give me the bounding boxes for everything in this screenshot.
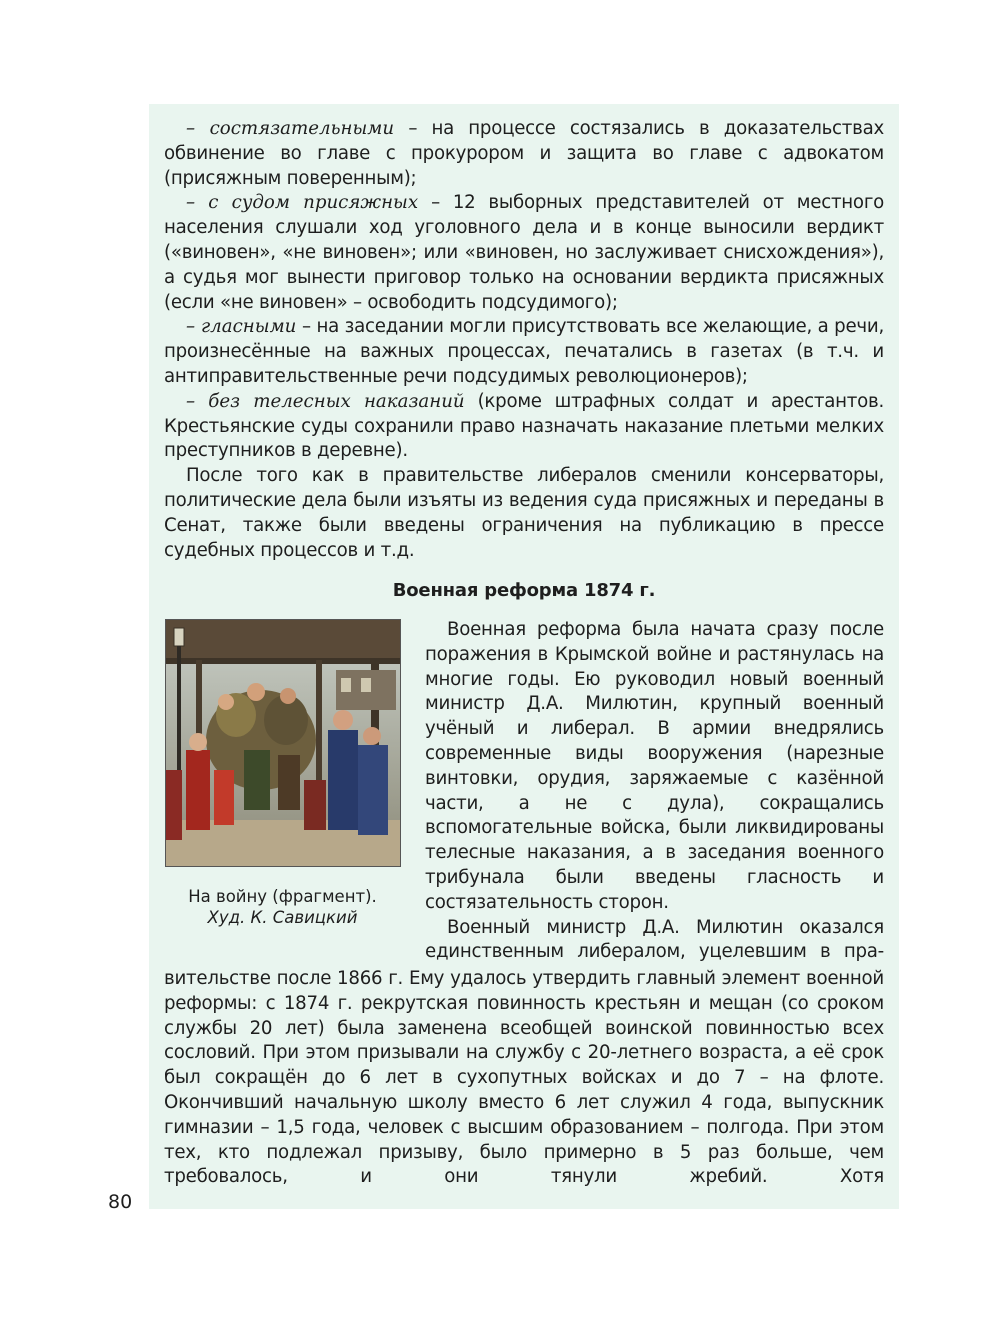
painting-image (166, 620, 400, 866)
caption-artist: Худ. К. Савицкий (207, 908, 358, 927)
section-heading: Военная реформа 1874 г. (392, 580, 656, 601)
military-reform-bottom-text (164, 967, 884, 1190)
paragraph-adversarial: – состязательными – на процессе состязались в доказательствах обвинение во главе с прокурором и защита во главе с адвокатом (присяжным поверенным); (164, 118, 885, 189)
term-public: – гласными (186, 316, 297, 338)
term-jury: – с судом присяжных (186, 192, 419, 214)
painting-illustration (165, 619, 401, 867)
painting-caption (160, 886, 405, 928)
caption-title: На войну (фрагмент). (188, 887, 377, 906)
paragraph-military-reform: Военная реформа была начата сразу после поражения в Крымской войне и растянулась на многие годы. Ею руководил новый военный министр Д.А. Милютин, крупный военный учёный и либерал. В армии внедрялись современные виды вооружения (нарезные винтовки, орудия, заряжаемые с казённой части, а не с дула), сокращались вспомогательные войска, были ликвидированы телесные наказания, а в заседания военного трибунала были введены гласность и состязательность сторон. (425, 619, 884, 913)
page-number: 80 (108, 1191, 133, 1213)
term-adversarial: – состязательными (186, 118, 395, 139)
paragraph-jury: – с судом присяжных – 12 выборных представителей от местного населения слушали ход уголовного дела и в конце выносили вердикт («виновен», «не виновен»; или «виновен, но заслуживает снисхождения»), а судья мог вынести приговор только на основании вердикта присяжных (если «не виновен» – освободить подсудимого); (164, 192, 884, 313)
paragraph-public: – гласными – на заседании могли присутствовать все желающие, а речи, произнесённые на важных процессах, печатались в газетах (в т.ч. и антиправительственные речи подсудимых революционеров); (164, 316, 884, 387)
court-reform-text (164, 117, 884, 563)
paragraph-conservatives: После того как в правительстве либералов сменили консерваторы, политические дела были изъяты из ведения суда присяжных и переданы в Сенат, также были введены ограничения на публикацию в прессе судебных процессов и т.д. (164, 465, 884, 561)
paragraph-no-corporal: – без телесных наказаний (кроме штрафных солдат и арестантов. Крестьянские суды сохранили право назначать наказание плетьми мелких преступников в деревне). (164, 390, 884, 462)
term-no-corporal: – без телесных наказаний (186, 390, 465, 412)
military-reform-side-text (425, 618, 884, 965)
paragraph-milyutin-start: Военный министр Д.А. Милютин оказался единственным либералом, уцелевшим в пра- (425, 916, 884, 963)
paragraph-milyutin-continued: вительстве после 1866 г. Ему удалось утвердить главный элемент военной реформы: с 1874 г. рекрутская повинность крестьян и мещан (со сроком службы 20 лет) была заменена всеобщей воинской повинностью всех сословий. При этом призывали на службу с 20-летнего возраста, а её срок был сокращён до 6 лет в сухопутных войсках и до 7 – на флоте. Окончивший начальную школу вместо 6 лет служил 4 года, выпускник гимназии – 1,5 года, человек с высшим образованием – полгода. При этом тех, кто подлежал призыву, было примерно в 5 раз больше, чем требовалось, и они тянули жребий. Хотя (164, 968, 884, 1188)
